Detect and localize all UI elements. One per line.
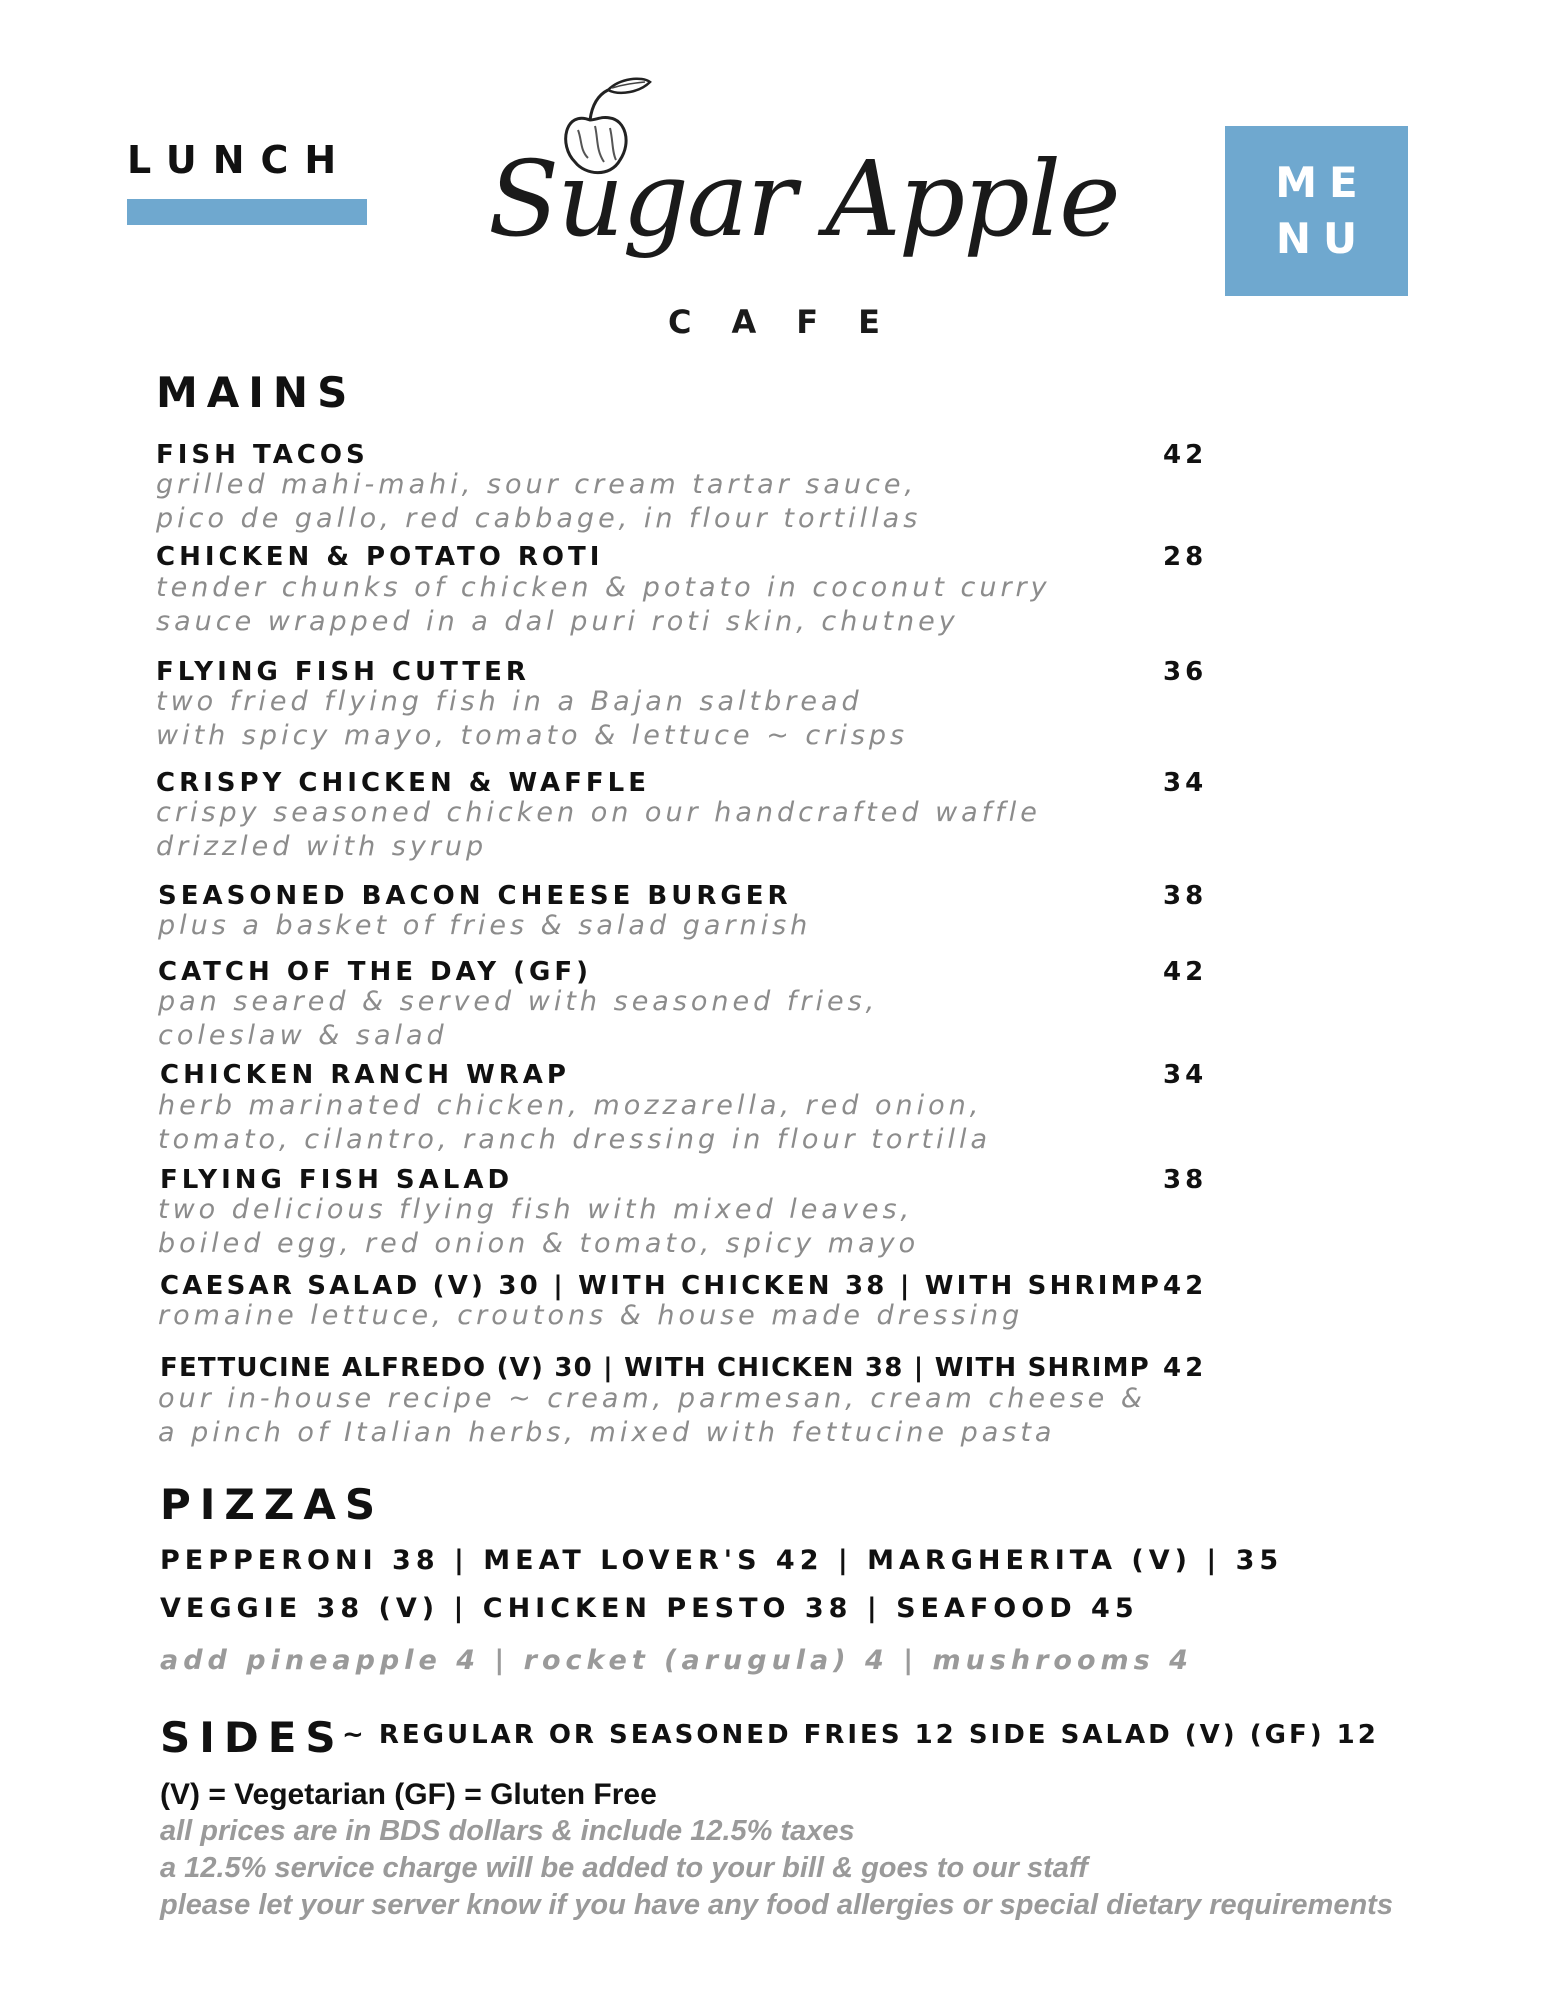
mains-title: MAINS [156,368,357,417]
pizza-addons: add pineapple 4 | rocket (arugula) 4 | mushrooms 4 [160,1645,1193,1676]
menu-item-desc-line: a pinch of Italian herbs, mixed with fettucine pasta [158,1417,1056,1448]
menu-item-name: CHICKEN & POTATO ROTI [156,542,604,572]
menu-item-desc-line: pan seared & served with seasoned fries, [158,986,879,1017]
menu-item-desc [156,685,908,753]
menu-item-desc-line: drizzled with syrup [156,831,488,862]
menu-item-desc [158,985,878,1053]
menu-item-desc-line: two delicious flying fish with mixed leaves, [158,1194,914,1225]
menu-item-price: 34 [1163,768,1208,798]
menu-item-price: 42 [1163,440,1208,470]
menu-item-desc [158,1089,991,1157]
menu-item-desc [158,909,811,943]
menu-item-desc-line: tender chunks of chicken & potato in coconut curry [156,572,1051,603]
pizza-line: VEGGIE 38 (V) | CHICKEN PESTO 38 | SEAFOOD 45 [160,1593,1139,1624]
menu-item-name: CHICKEN RANCH WRAP [160,1060,570,1090]
menu-item-desc-line: coleslaw & salad [158,1020,448,1051]
menu-item-name: FLYING FISH SALAD [160,1165,514,1195]
pizzas-title: PIZZAS [160,1480,385,1529]
menu-item-desc-line: with spicy mayo, tomato & lettuce ~ crisps [156,720,909,751]
menu-item-desc-line: our in-house recipe ~ cream, parmesan, cream cheese & [158,1383,1146,1414]
menu-item-price: 42 [1163,957,1208,987]
menu-item-desc [158,1382,1146,1450]
menu-item-desc [158,1193,919,1261]
menu-item-name: CAESAR SALAD (V) 30 | WITH CHICKEN 38 | WITH SHRIMP [160,1271,1162,1301]
menu-item-desc [156,571,1051,639]
footer-note: all prices are in BDS dollars & include 12.5% taxes [160,1815,855,1847]
lunch-label: LUNCH [127,138,353,182]
menu-item-name: CRISPY CHICKEN & WAFFLE [156,768,650,798]
footer-note: a 12.5% service charge will be added to your bill & goes to our staff [160,1852,1088,1884]
lunch-underline-bar [127,199,367,225]
menu-item-price: 28 [1163,542,1208,572]
menu-item-desc-line: boiled egg, red onion & tomato, spicy mayo [158,1228,920,1259]
menu-item-price: 34 [1163,1060,1208,1090]
menu-item-desc-line: crispy seasoned chicken on our handcrafted waffle [156,797,1041,828]
menu-badge-line-2: NU [1275,214,1370,263]
menu-item-desc-line: romaine lettuce, croutons & house made dressing [158,1300,1024,1331]
menu-item-desc-line: herb marinated chicken, mozzarella, red onion, [158,1090,983,1121]
sides-title: SIDES [160,1713,345,1762]
menu-item-price: 42 [1163,1271,1208,1301]
logo-cafe-text: CAFE [668,303,920,341]
menu-item-desc-line: plus a basket of fries & salad garnish [158,910,812,941]
menu-item-name: SEASONED BACON CHEESE BURGER [158,881,792,911]
pizza-line: PEPPERONI 38 | MEAT LOVER'S 42 | MARGHERITA (V) | 35 [160,1545,1284,1576]
menu-item-name: FLYING FISH CUTTER [156,657,530,687]
menu-item-desc-line: pico de gallo, red cabbage, in flour tortillas [156,503,922,534]
menu-item-desc [156,796,1041,864]
menu-item-desc-line: sauce wrapped in a dal puri roti skin, chutney [156,606,959,637]
menu-item-desc-line: two fried flying fish in a Bajan saltbread [156,686,863,717]
menu-badge [1225,126,1408,296]
menu-item-desc [158,1299,1023,1333]
menu-item-price: 38 [1163,1165,1208,1195]
menu-item-name: FETTUCINE ALFREDO (V) 30 | WITH CHICKEN 38 | WITH SHRIMP [160,1353,1150,1383]
footer-note: please let your server know if you have any food allergies or special dietary requirements [160,1889,1393,1921]
menu-item-price: 38 [1163,881,1208,911]
menu-item-name: CATCH OF THE DAY (GF) [158,957,592,987]
menu-item-desc-line: tomato, cilantro, ranch dressing in flour tortilla [158,1124,992,1155]
menu-item-price: 36 [1163,657,1208,687]
diet-legend: (V) = Vegetarian (GF) = Gluten Free [160,1778,657,1811]
menu-item-desc [156,468,921,536]
menu-item-desc-line: grilled mahi-mahi, sour cream tartar sauce, [156,469,918,500]
menu-item-price: 42 [1163,1353,1208,1383]
menu-badge-line-1: ME [1275,158,1370,207]
menu-item-name: FISH TACOS [156,440,369,470]
sides-text: ~ REGULAR OR SEASONED FRIES 12 SIDE SALAD (V) (GF) 12 [342,1720,1379,1750]
logo-script-text: Sugar Apple [488,138,1119,260]
